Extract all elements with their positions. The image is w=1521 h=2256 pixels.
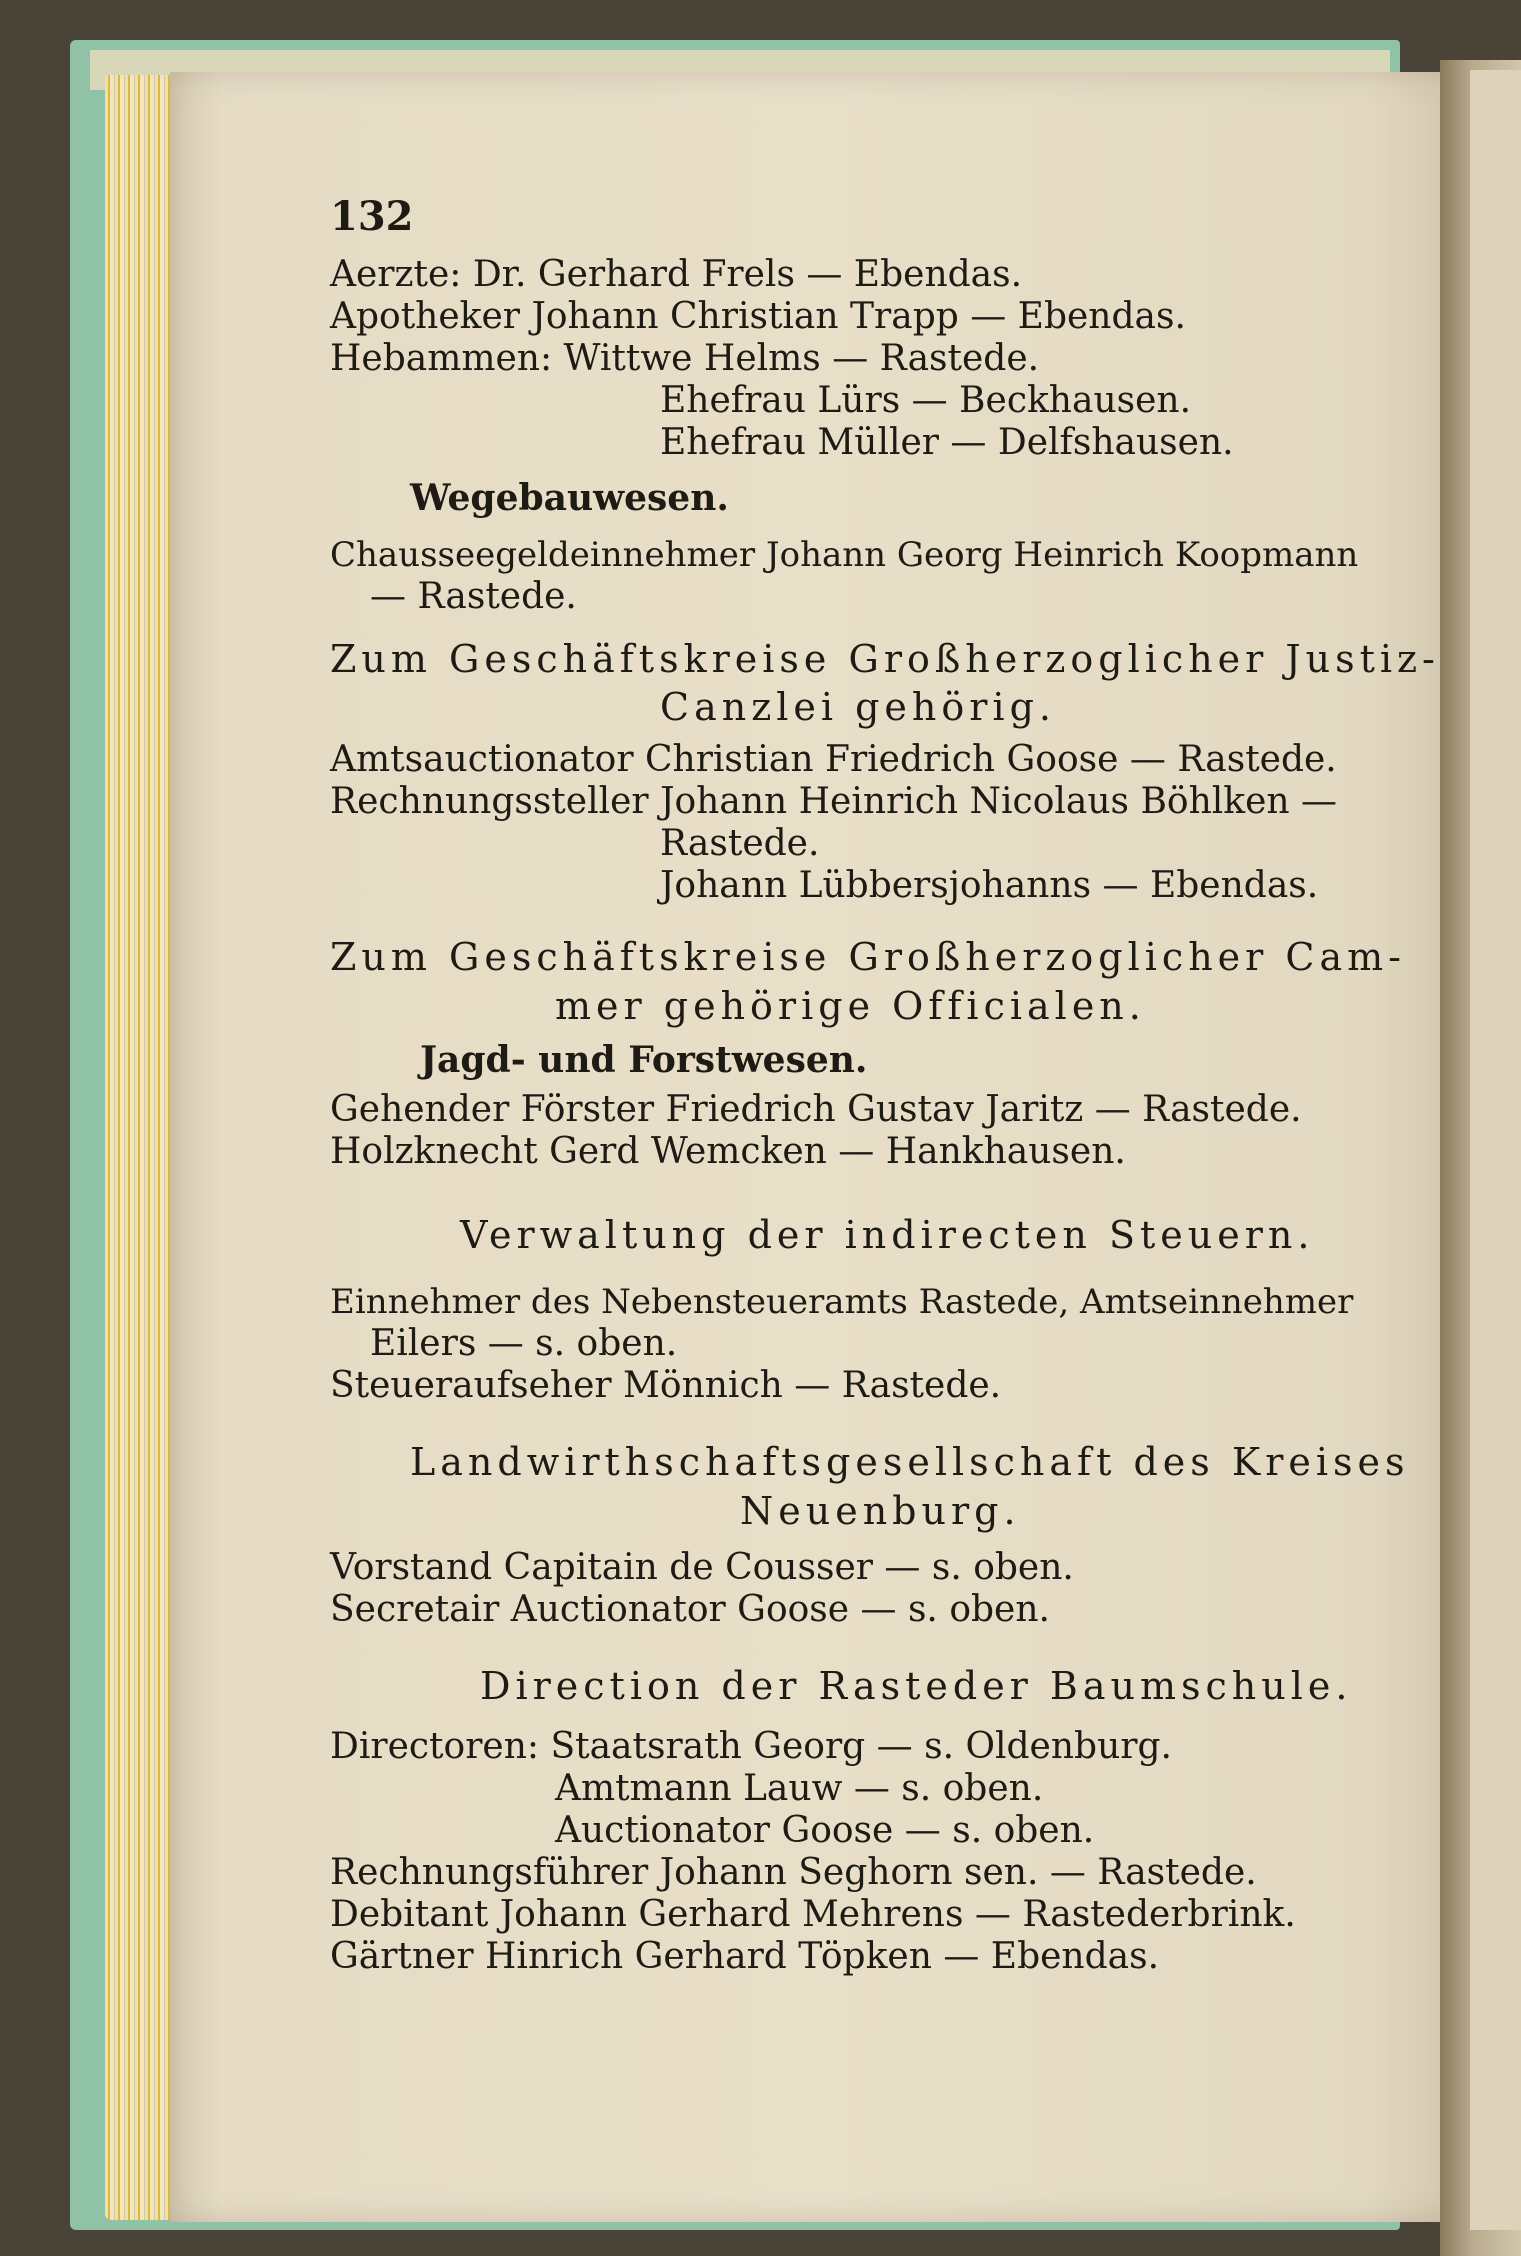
text-line: Auctionator Goose — s. oben. [555, 1810, 1095, 1851]
text-line: Rechnungssteller Johann Heinrich Nicolaus Böhlken — [330, 781, 1338, 822]
section-heading: Zum Geschäftskreise Großherzoglicher Justiz- [330, 637, 1440, 681]
text-line: Directoren: Staatsrath Georg — s. Oldenburg. [330, 1726, 1172, 1767]
text-line: Apotheker Johann Christian Trapp — Ebendas. [330, 296, 1186, 337]
section-heading: Neuenburg. [740, 1489, 1021, 1533]
section-heading: mer gehörige Officialen. [555, 984, 1146, 1028]
page-number: 132 [330, 193, 414, 240]
text-line: Rastede. [660, 823, 820, 864]
text-line: — Rastede. [370, 576, 577, 617]
text-line: Holzknecht Gerd Wemcken — Hankhausen. [330, 1131, 1126, 1172]
text-line: Gehender Förster Friedrich Gustav Jaritz — Rastede. [330, 1089, 1302, 1130]
text-line: Debitant Johann Gerhard Mehrens — Rastederbrink. [330, 1894, 1296, 1935]
facing-page-edge [1470, 70, 1521, 2230]
text-line: Steueraufseher Mönnich — Rastede. [330, 1365, 1002, 1406]
text-line: Einnehmer des Nebensteueramts Rastede, Amtseinnehmer [330, 1282, 1354, 1322]
section-heading: Verwaltung der indirecten Steuern. [460, 1213, 1315, 1257]
text-line: Secretair Auctionator Goose — s. oben. [330, 1589, 1050, 1630]
text-line: Aerzte: Dr. Gerhard Frels — Ebendas. [330, 254, 1023, 295]
text-line: Rechnungsführer Johann Seghorn sen. — Rastede. [330, 1852, 1257, 1893]
text-line: Ehefrau Lürs — Beckhausen. [660, 380, 1192, 421]
text-line: Ehefrau Müller — Delfshausen. [660, 422, 1234, 463]
section-heading: Canzlei gehörig. [660, 685, 1056, 729]
text-line: Johann Lübbersjohanns — Ebendas. [660, 865, 1319, 906]
text-line: Eilers — s. oben. [370, 1323, 678, 1364]
text-line: Chausseegeldeinnehmer Johann Georg Heinrich Koopmann [330, 535, 1359, 575]
text-line: Hebammen: Wittwe Helms — Rastede. [330, 338, 1040, 379]
text-line: Amtmann Lauw — s. oben. [555, 1768, 1044, 1809]
text-line: Vorstand Capitain de Cousser — s. oben. [330, 1547, 1074, 1588]
section-heading: Direction der Rasteder Baumschule. [480, 1664, 1353, 1708]
section-heading: Zum Geschäftskreise Großherzoglicher Cam- [330, 935, 1407, 979]
text-line: Gärtner Hinrich Gerhard Töpken — Ebendas. [330, 1936, 1160, 1977]
text-line: Amtsauctionator Christian Friedrich Goose — Rastede. [330, 739, 1337, 780]
section-heading: Wegebauwesen. [410, 477, 729, 519]
section-heading: Landwirthschaftsgesellschaft des Kreises [410, 1440, 1410, 1484]
section-heading: Jagd- und Forstwesen. [420, 1039, 868, 1081]
